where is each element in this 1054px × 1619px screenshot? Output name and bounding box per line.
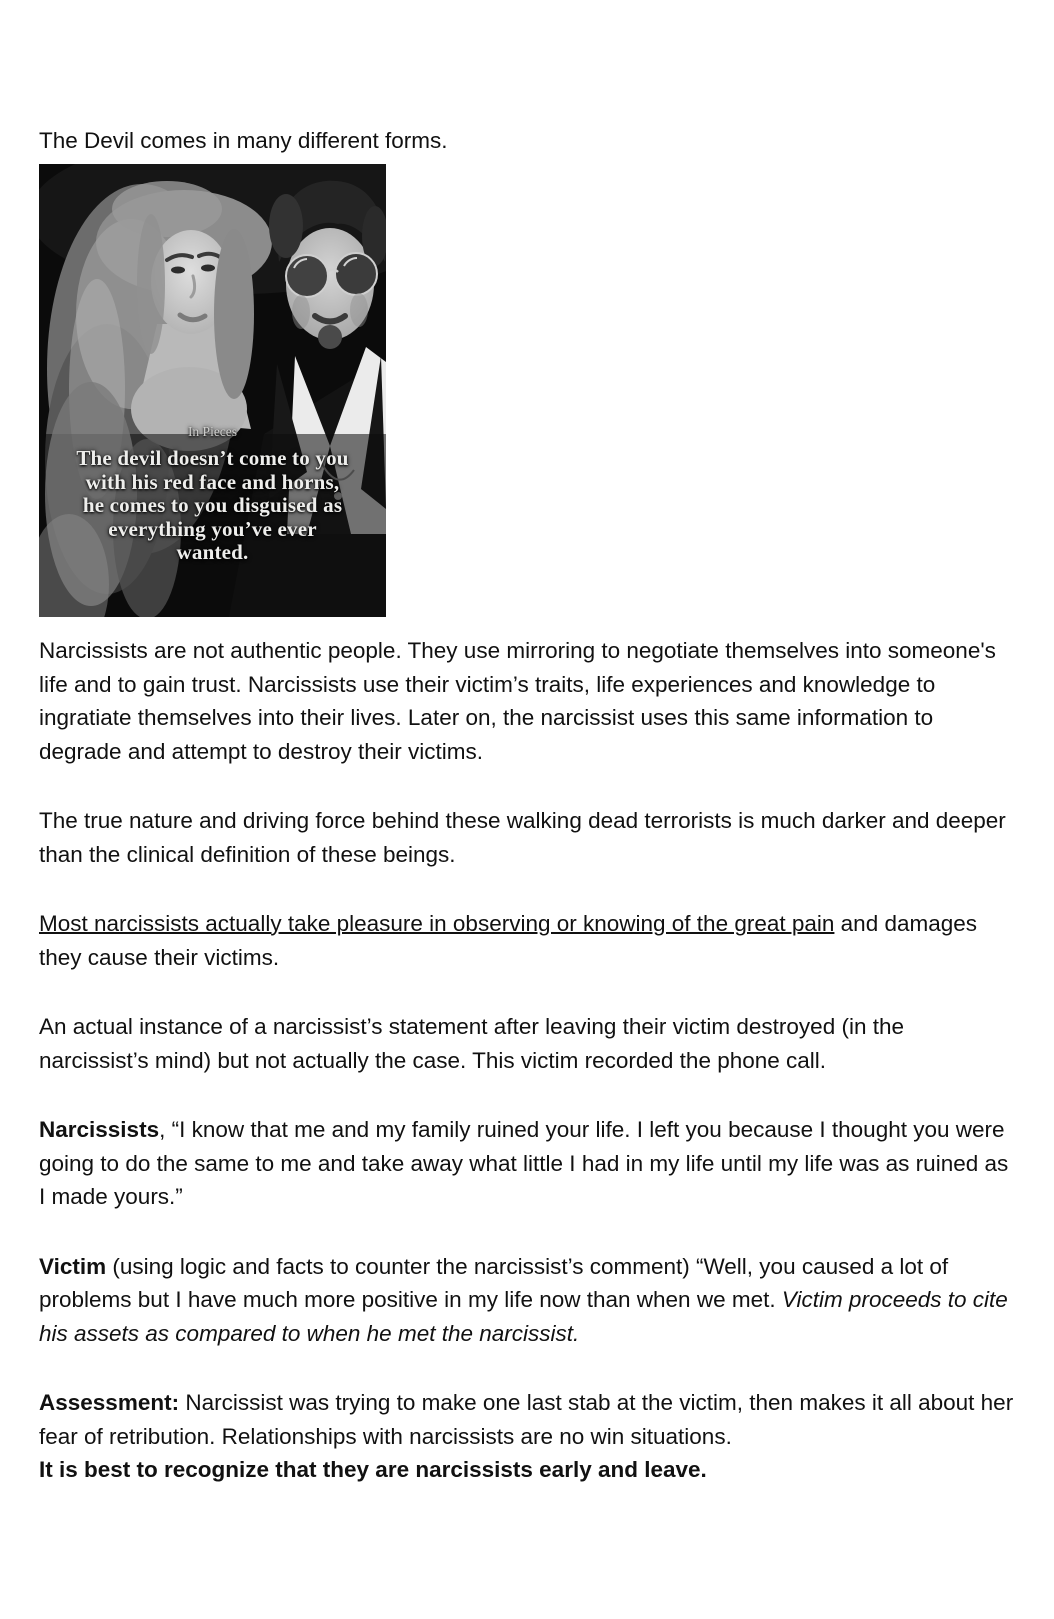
paragraph-segment: It is best to recognize that they are narcissists early and leave. bbox=[39, 1457, 707, 1482]
paragraph-segment: Narcissist was trying to make one last stab at the victim, then makes it all about her fear of retribution. Relationships with narcissists are no win situations. bbox=[39, 1390, 1014, 1449]
paragraph-actual-instance bbox=[39, 1010, 1015, 1077]
paragraph-true-nature bbox=[39, 804, 1015, 871]
paragraph-segment: Most narcissists actually take pleasure in observing or knowing of the great pain bbox=[39, 911, 835, 936]
photo-text-overlay bbox=[39, 424, 386, 565]
paragraph-segment: Narcissists are not authentic people. They use mirroring to negotiate themselves into someone's life and to gain trust. Narcissists use their victim’s traits, life experiences and knowledge to ingratiate themselves into their lives. Later on, the narcissist uses this same information to degrade and attempt to destroy their victims. bbox=[39, 638, 996, 764]
paragraph-segment: and damages they cause their victims. bbox=[39, 911, 978, 970]
devil-quote-photo bbox=[39, 164, 386, 617]
paragraph-assessment bbox=[39, 1386, 1015, 1487]
paragraph-segment: , “I know that me and my family ruined your life. I left you because I thought you were going to do the same to me and take away what little I had in my life until my life was as ruined as I made yours.” bbox=[39, 1117, 1009, 1209]
paragraph-segment: The true nature and driving force behind these walking dead terrorists is much darker and deeper than the clinical definition of these beings. bbox=[39, 808, 1006, 867]
photo-quote-line: with his red face and horns, bbox=[85, 469, 340, 494]
photo-credit: In Pieces bbox=[187, 424, 238, 439]
paragraph-segment: Victim proceeds to cite his assets as compared to when he met the narcissist. bbox=[39, 1287, 1008, 1346]
paragraph-narcissist-quote bbox=[39, 1113, 1015, 1214]
paragraph-mirroring bbox=[39, 634, 1015, 768]
paragraph-pleasure bbox=[39, 907, 1015, 974]
photo-quote-line: he comes to you disguised as bbox=[82, 493, 343, 517]
paragraph-segment: An actual instance of a narcissist’s statement after leaving their victim destroyed (in the narcissist’s mind) but not actually the case. This victim recorded the phone call. bbox=[39, 1014, 904, 1073]
paragraph-segment: Victim bbox=[39, 1253, 107, 1279]
paragraph-segment: Narcissists bbox=[39, 1117, 160, 1142]
photo-quote-line: everything you’ve ever bbox=[108, 516, 317, 541]
paragraph-segment: Assessment: bbox=[39, 1390, 180, 1415]
photo-quote bbox=[39, 447, 386, 565]
intro-line: The Devil comes in many different forms. bbox=[39, 128, 448, 153]
body-paragraphs bbox=[39, 634, 1015, 1487]
paragraph-segment: (using logic and facts to counter the narcissist’s comment) “Well, you caused a lot of problems but I have much more positive in my life now than when we met. bbox=[39, 1253, 949, 1312]
photo-quote-line: wanted. bbox=[176, 540, 249, 564]
photo-quote-line: The devil doesn’t come to you bbox=[76, 446, 349, 470]
paragraph-victim-response bbox=[39, 1250, 1015, 1351]
